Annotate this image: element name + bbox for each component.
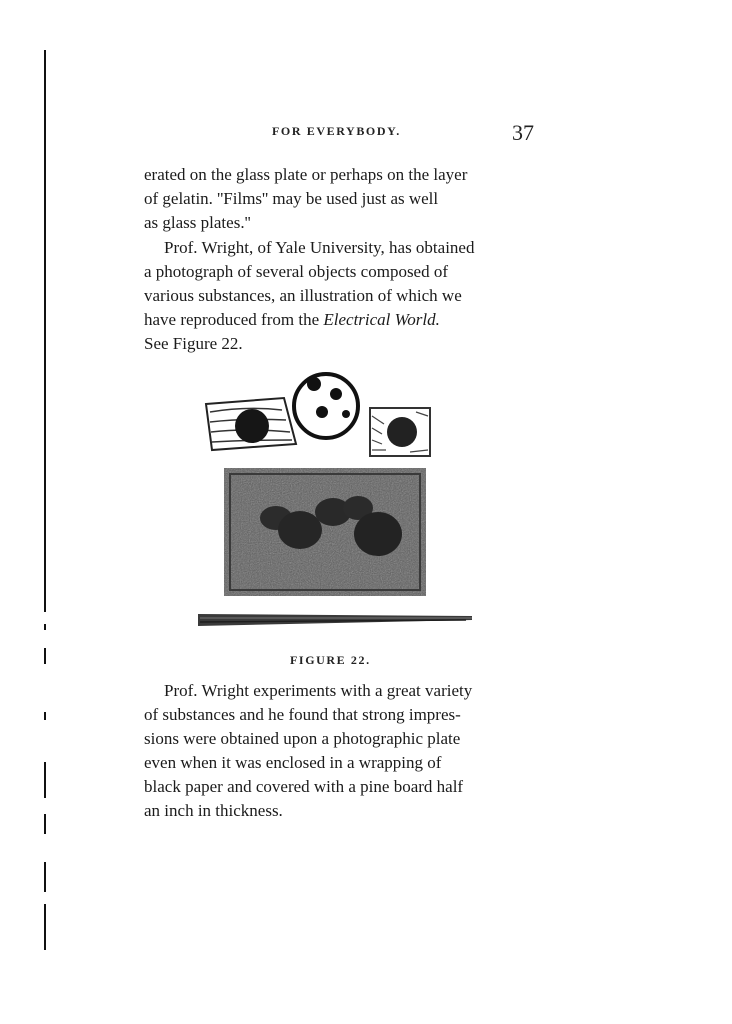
scan-edge-mark xyxy=(44,624,46,630)
text-line: Prof. Wright experiments with a great variety xyxy=(164,681,473,700)
text-line: a photograph of several objects composed of xyxy=(144,262,449,281)
text-line: of substances and he found that strong impres- xyxy=(144,705,461,724)
text-line: Prof. Wright, of Yale University, has obtained xyxy=(164,238,475,257)
text-line: black paper and covered with a pine board half xyxy=(144,777,464,796)
rod-object xyxy=(198,614,472,626)
journal-title: Electrical World. xyxy=(323,310,440,329)
scan-edge-mark xyxy=(44,712,46,720)
paragraph-1 xyxy=(144,163,540,235)
text-line: of gelatin. ''Films'' may be used just as well xyxy=(144,189,439,208)
scan-edge-line xyxy=(44,50,46,612)
text-line-start: have reproduced from the xyxy=(144,310,324,329)
figure-22-image xyxy=(196,368,496,638)
figure-caption: FIGURE 22. xyxy=(290,653,371,667)
text-line: an inch in thickness. xyxy=(144,801,283,820)
page-number: 37 xyxy=(512,120,534,145)
scan-edge-mark xyxy=(44,862,46,892)
text-line: as glass plates.'' xyxy=(144,213,251,232)
wood-strip-object xyxy=(206,398,296,450)
scan-edge-mark xyxy=(44,904,46,950)
text-line: erated on the glass plate or perhaps on the layer xyxy=(144,165,468,184)
photographic-plate xyxy=(224,468,426,596)
text-line: sions were obtained upon a photographic plate xyxy=(144,729,461,748)
paragraph-3 xyxy=(144,679,540,823)
paragraph-2 xyxy=(144,236,540,356)
coin-object xyxy=(294,374,358,438)
text-line: various substances, an illustration of which we xyxy=(144,286,462,305)
scan-edge-mark xyxy=(44,648,46,664)
text-line: even when it was enclosed in a wrapping of xyxy=(144,753,442,772)
text-line xyxy=(144,308,540,332)
scan-edge-mark xyxy=(44,814,46,834)
text-line: See Figure 22. xyxy=(144,334,243,353)
running-head: FOR EVERYBODY. xyxy=(272,124,401,138)
framed-disc-object xyxy=(370,408,430,456)
scan-edge-mark xyxy=(44,762,46,798)
